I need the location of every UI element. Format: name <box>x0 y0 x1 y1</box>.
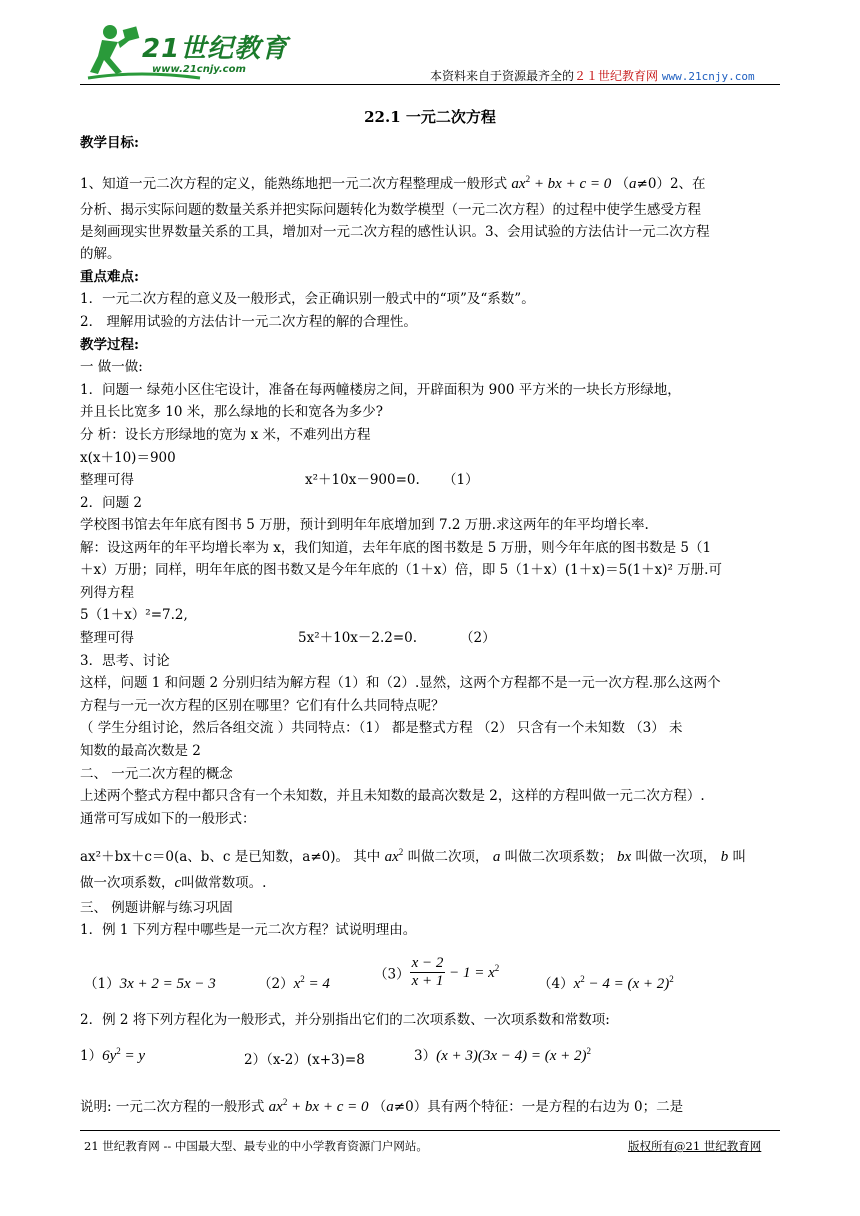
concept-4b: 叫做常数项。. <box>181 875 267 891</box>
goals-line-2: 分析、揭示实际问题的数量关系并把实际问题转化为数学模型（一元二次方程）的过程中使学生感受方程 <box>80 202 701 218</box>
note-var-a: a <box>386 1099 394 1115</box>
header-source <box>430 67 755 84</box>
goals-text-1: 1、知道一元二次方程的定义，能熟练地把一元二次方程整理成一般形式 <box>80 176 508 192</box>
example1-eq-3: （3） $\frac{x - 2}{x + 1}$ − $1 = x^2$ <box>374 955 500 989</box>
general-form-formula: $ax^2$ + bx + c = 0 <box>511 174 612 192</box>
goals-line-3: 是刻画现实世界数量关系的工具，增加对一元二次方程的感性认识。3、会用试验的方法估计一元二次方程 <box>80 224 710 240</box>
logo-text: 21世纪教育 <box>142 34 289 64</box>
site-logo <box>80 18 290 84</box>
key-item-2: 2． 理解用试验的方法估计一元二次方程的解的合理性。 <box>80 314 417 330</box>
concept-line-1: 上述两个整式方程中都只含有一个未知数，并且未知数的最高次数是 2，这样的方程叫做一元二次方程）. <box>80 788 705 804</box>
footer-left: 21 世纪教育网 -- 中国最大型、最专业的中小学教育资源门户网站。 <box>84 1139 428 1153</box>
example2-eq-1: $1)6y^2 = y$ <box>80 1046 146 1064</box>
goals-paren: （ <box>615 176 630 192</box>
problem1-line-2: 并且长比宽多 10 米，那么绿地的长和宽各为多少? <box>80 404 383 420</box>
page-title: 22.1 一元二次方程 <box>364 108 496 126</box>
goals-line-1 <box>80 170 706 194</box>
example2-eq-3: $3)(x + 3)(3x - 4) = (x + 2)^2$ <box>414 1046 592 1064</box>
concept-3c: 叫做二次项系数； <box>504 849 613 865</box>
problem1-line-1: 1．问题一 绿苑小区住宅设计，准备在每两幢楼房之间，开辟面积为 900 平方米的一块长方形绿地， <box>80 382 681 398</box>
problem2-line-1: 学校图书馆去年年底有图书 5 万册，预计到明年年底增加到 7.2 万册.求这两年的年平均增长率. <box>80 517 649 533</box>
goals-heading: 教学目标: <box>80 135 139 151</box>
equation-2-raw: 5（1＋x）²=7.2, <box>80 607 188 623</box>
logo-url: www.21cnjy.com <box>152 64 246 75</box>
eq3-label: （3） <box>374 966 410 983</box>
example1-heading: 1．例 1 下列方程中哪些是一元二次方程？试说明理由。 <box>80 922 417 938</box>
source-prefix: 本资料来自于资源最齐全的 <box>430 69 575 83</box>
ex2-label-3: 3） <box>414 1048 437 1064</box>
equation-1-label: 整理可得 <box>80 472 134 488</box>
note-a: 说明: 一元二次方程的一般形式 <box>80 1099 265 1115</box>
eq4-label: （4） <box>538 976 574 992</box>
term-bx: bx <box>616 849 632 865</box>
equation-2: 5x²＋10x－2.2=0. <box>298 630 418 646</box>
ex2-label-1: 1） <box>80 1048 103 1064</box>
key-heading: 重点难点: <box>80 269 139 285</box>
concept-3e: 叫 <box>732 849 747 865</box>
term-ax2: $ax^2$ <box>384 847 404 865</box>
concept-3a: ax²＋bx＋c＝0(a、b、c 是已知数，a≠0)。 其中 <box>80 849 381 865</box>
note-line <box>80 1093 683 1117</box>
concept-line-2: 通常可写成如下的一般形式： <box>80 811 256 827</box>
example2-heading: 2．例 2 将下列方程化为一般形式，并分别指出它们的二次项系数、一次项系数和常数项: <box>80 1012 610 1028</box>
example1-eq-4: $(4)x^2 - 4 = (x + 2)^2$ <box>538 974 674 992</box>
eq1-label: （1） <box>84 976 120 992</box>
fraction: $\frac{x - 2}{x + 1}$ <box>411 955 444 989</box>
problem2-line-4: 列得方程 <box>80 585 134 601</box>
example1-eq-1: （1）3x + 2 = 5x − 3 <box>84 976 216 992</box>
discussion-line-1: 这样，问题 1 和问题 2 分别归结为解方程（1）和（2）.显然，这两个方程都不是一元一次方程.那么这两个 <box>80 675 721 691</box>
concept-4a: 做一次项系数， <box>80 875 175 891</box>
note-c: ≠0）具有两个特征：一是方程的右边为 0；二是 <box>393 1099 684 1115</box>
var-a: a <box>629 176 637 192</box>
eq2-label: （2） <box>258 976 294 992</box>
process-heading: 教学过程: <box>80 337 139 353</box>
term-a: a <box>492 849 501 865</box>
equation-1-raw: x(x＋10)＝900 <box>80 450 176 466</box>
analysis-line: 分 析：设长方形绿地的宽为 x 米，不难列出方程 <box>80 427 371 443</box>
equation-1: x²＋10x－900=0. <box>305 472 420 488</box>
problem2-heading: 2．问题 2 <box>80 495 142 511</box>
goals-line-4: 的解。 <box>80 246 121 262</box>
header-rule <box>80 84 780 85</box>
discussion-line-2: 方程与一元一次方程的区别在哪里？它们有什么共同特点呢？ <box>80 698 445 714</box>
goals-text-2: ≠0）2、在 <box>636 176 706 192</box>
note-formula: $ax^2$ + bx + c = 0 <box>268 1097 369 1115</box>
discussion-heading: 3．思考、讨论 <box>80 653 170 669</box>
discussion-line-3: （ 学生分组讨论，然后各组交流 ）共同特点：（1） 都是整式方程 （2） 只含有一个未知数 （3） 未 <box>80 720 683 736</box>
discussion-line-4: 知数的最高次数是 2 <box>80 743 201 759</box>
problem2-line-3: ＋x）万册；同样，明年年底的图书数又是今年年底的（1＋x）倍，即 5（1＋x）(1＋x)＝5(1＋x)² 万册.可 <box>80 562 722 578</box>
concept-3b: 叫做二次项， <box>407 849 489 865</box>
source-url[interactable]: www.21cnjy.com <box>661 70 755 83</box>
example2-eq-2: 2）（x-2）(x+3)=8 <box>244 1052 365 1068</box>
section-3: 三、 例题讲解与练习巩固 <box>80 900 233 916</box>
term-b: b <box>720 849 729 865</box>
example1-eq-2: $(2)x^2 = 4$ <box>258 974 330 992</box>
equation-2-label: 整理可得 <box>80 630 134 646</box>
source-brand[interactable]: ２１世纪教育网 <box>574 69 659 83</box>
equation-2-number: （2） <box>460 630 496 646</box>
section-1: 一 做一做: <box>80 359 143 375</box>
term-c: c <box>174 875 182 891</box>
footer-rule <box>80 1130 780 1131</box>
note-b: （ <box>372 1099 387 1115</box>
footer-copyright-link[interactable]: 版权所有@21 世纪教育网 <box>628 1139 762 1153</box>
concept-line-4 <box>80 874 266 893</box>
section-2: 二、 一元二次方程的概念 <box>80 766 233 782</box>
problem2-line-2: 解：设这两年的年平均增长率为 x，我们知道，去年年底的图书数是 5 万册，则今年年底的图书数是 5（1 <box>80 540 712 556</box>
key-item-1: 1．一元二次方程的意义及一般形式，会正确识别一般式中的“项”及“系数”。 <box>80 291 535 307</box>
concept-3d: 叫做一次项， <box>635 849 717 865</box>
equation-1-number: （1） <box>443 472 479 488</box>
concept-line-3 <box>80 843 746 867</box>
